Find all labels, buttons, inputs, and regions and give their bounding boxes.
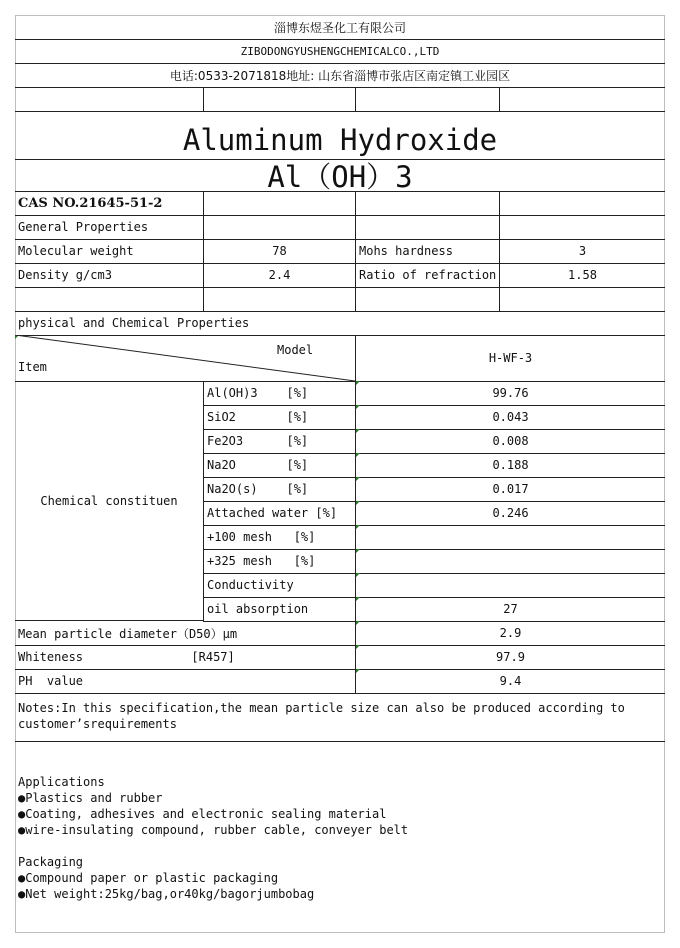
property-value: 97.9	[355, 645, 665, 669]
chemical-row	[203, 549, 665, 574]
chemical-row	[203, 429, 665, 454]
general-value: 78	[203, 239, 355, 263]
application-item: ●wire-insulating compound, rubber cable, conveyer belt	[18, 823, 409, 837]
diag-item-label: Item	[18, 360, 47, 374]
property-value: 9.4	[355, 669, 665, 693]
chemical-value: 27	[355, 597, 665, 621]
chemical-row	[203, 501, 665, 526]
application-item: ●Plastics and rubber	[18, 791, 163, 805]
chemical-value: 0.017	[355, 477, 665, 501]
property-row	[15, 645, 665, 670]
formula-row	[15, 159, 665, 192]
blank-cell	[499, 287, 665, 311]
applications-heading: Applications	[18, 775, 105, 789]
chemical-row	[203, 525, 665, 550]
chemical-row	[203, 405, 665, 430]
chemical-row	[203, 597, 665, 622]
general-label2: Mohs hardness	[355, 239, 499, 263]
chemical-row	[203, 477, 665, 502]
packaging-item: ●Compound paper or plastic packaging	[18, 871, 279, 885]
diagonal-line	[15, 335, 355, 381]
physical-heading-row	[15, 311, 665, 336]
blank-cell	[355, 215, 499, 239]
chemical-value: 0.008	[355, 429, 665, 453]
property-value: 2.9	[355, 621, 665, 645]
blank-row	[15, 287, 665, 312]
chemical-row	[203, 453, 665, 478]
blank-cell	[499, 215, 665, 239]
blank-cell	[203, 215, 355, 239]
property-row	[15, 621, 665, 646]
physical-heading: physical and Chemical Properties	[18, 316, 250, 330]
property-label: Mean particle diameter（D50）μm	[18, 626, 238, 641]
general-heading: General Properties	[18, 220, 149, 234]
contact-info: 电话:0533-2071818地址: 山东省淄博市张店区南定镇工业园区	[169, 68, 511, 83]
diag-model-label: Model	[277, 343, 314, 357]
notes-row	[15, 693, 665, 742]
blank-cell	[203, 287, 355, 311]
property-label: PH value	[18, 674, 84, 688]
cas-number: CAS NO.21645-51-2	[18, 195, 163, 211]
contact-row	[15, 63, 665, 88]
blank-cell	[355, 287, 499, 311]
product-formula: Al（OH）3	[267, 159, 413, 191]
property-label: Whiteness [R457]	[18, 650, 235, 664]
chemical-item: Na2O [%]	[203, 453, 355, 477]
chemical-value: 99.76	[355, 381, 665, 405]
chemical-item: Fe2O3 [%]	[203, 429, 355, 453]
company-en: ZIBODONGYUSHENGCHEMICALCO.,LTD	[240, 44, 440, 58]
chemical-item: Na2O(s) [%]	[203, 477, 355, 501]
packaging-heading: Packaging	[18, 855, 84, 869]
chemical-item: Attached water [%]	[203, 501, 355, 525]
product-name: Aluminum Hydroxide	[182, 123, 498, 157]
company-en-row	[15, 39, 665, 64]
diagonal-header-cell	[15, 335, 355, 381]
chemical-row	[203, 381, 665, 406]
model-header-row	[15, 335, 665, 382]
chemical-item: Conductivity	[203, 573, 355, 597]
general-label: Molecular weight	[18, 244, 134, 258]
chemical-item: SiO2 [%]	[203, 405, 355, 429]
property-row	[15, 669, 665, 694]
blank-cell	[499, 87, 665, 111]
general-label: Density g/cm3	[18, 268, 112, 282]
blank-cell	[499, 191, 665, 215]
chemical-row	[203, 573, 665, 598]
chemical-value: 0.188	[355, 453, 665, 477]
chemical-value	[355, 549, 665, 573]
chemical-value	[355, 573, 665, 597]
chemical-group-label: Chemical constituen	[15, 381, 203, 621]
blank-cell	[355, 87, 499, 111]
blank-cell	[355, 191, 499, 215]
packaging-item: ●Net weight:25kg/bag,or40kg/bagorjumbobag	[18, 887, 315, 901]
chemical-value: 0.043	[355, 405, 665, 429]
general-row	[15, 239, 665, 264]
general-heading-row	[15, 215, 665, 240]
general-row	[15, 263, 665, 288]
chemical-item: Al(OH)3 [%]	[203, 381, 355, 405]
chemical-item: oil absorption	[203, 597, 355, 621]
cas-row	[15, 191, 665, 216]
chemical-item: +325 mesh [%]	[203, 549, 355, 573]
blank-cell	[203, 191, 355, 215]
chemical-item: +100 mesh [%]	[203, 525, 355, 549]
notes-line1: Notes:In this specification,the mean particle size can also be produced according to	[18, 701, 625, 715]
title-row	[15, 111, 665, 160]
chemical-value	[355, 525, 665, 549]
blank-cell	[203, 87, 355, 111]
application-item: ●Coating, adhesives and electronic sealing material	[18, 807, 387, 821]
general-label2: Ratio of refraction	[355, 263, 499, 287]
blank-row	[15, 87, 665, 112]
model-value: H-WF-3	[355, 335, 665, 381]
general-value: 2.4	[203, 263, 355, 287]
chemical-value: 0.246	[355, 501, 665, 525]
spec-sheet	[15, 15, 665, 933]
general-value2: 3	[499, 239, 665, 263]
company-cn: 淄博东煜圣化工有限公司	[273, 20, 406, 35]
notes-line2: customer’srequirements	[18, 717, 177, 731]
general-value2: 1.58	[499, 263, 665, 287]
company-cn-row	[15, 15, 665, 40]
